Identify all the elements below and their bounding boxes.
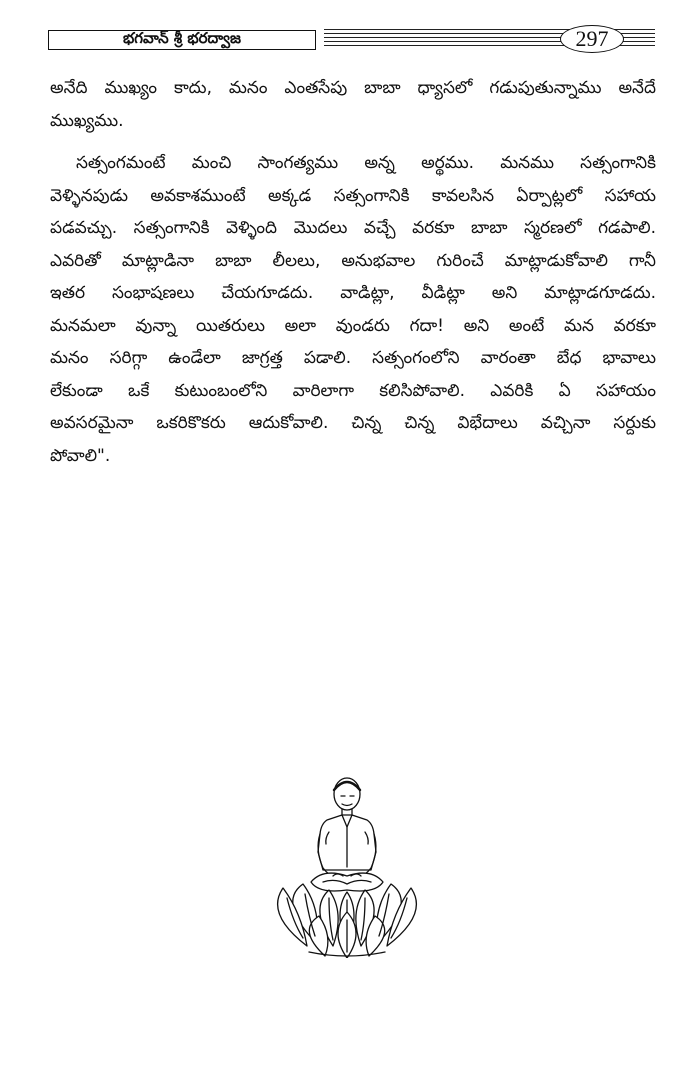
text-line: ముఖ్యము. xyxy=(50,110,124,131)
text-line: వెళ్ళినపుడు అవకాశముంటే అక్కడ సత్సంగానికి కావలసిన ఏర్పాట్లలో సహాయ xyxy=(50,185,656,206)
text-line: పోవాలి". xyxy=(50,445,111,466)
text-line: ఎవరితో మాట్లాడినా బాబా లీలలు, అనుభవాల గురించే మాట్లాడుకోవాలి గానీ xyxy=(50,250,656,271)
text-line: పడవచ్చు. సత్సంగానికి వెళ్ళింది మొదలు వచ్చే వరకూ బాబా స్మరణలో గడపాలి. xyxy=(50,218,656,238)
paragraph-1 xyxy=(50,72,656,137)
running-header xyxy=(48,28,655,54)
text-line: సత్సంగమంటే మంచి సాంగత్యము అన్న అర్థము. మనము సత్సంగానికి xyxy=(76,153,656,173)
text-line: మనం సరిగ్గా ఉండేలా జాగ్రత్త పడాలి. సత్సంగంలోని వారంతా బేధ భావాలు xyxy=(50,348,656,368)
text-line: ఇతర సంభాషణలు చేయగూడదు. వాడిట్లా, వీడిట్లా అని మాట్లాడగూడదు. xyxy=(50,283,656,303)
text-line: అవసరమైనా ఒకరికొకరు ఆదుకోవాలి. చిన్న చిన్న విభేదాలు వచ్చినా సర్దుకు xyxy=(50,413,656,433)
text-line: అనేది ముఖ్యం కాదు, మనం ఎంతసేపు బాబా ధ్యాసలో గడుపుతున్నాము అనేదే xyxy=(50,78,656,98)
page-number: 297 xyxy=(560,25,624,53)
paragraph-2 xyxy=(50,147,656,472)
text-line: లేకుండా ఒకే కుటుంబంలోని వారిలాగా కలిసిపోవాలి. ఎవరికి ఏ సహాయం xyxy=(50,380,656,401)
running-title: భగవాన్ శ్రీ భరద్వాజ xyxy=(48,30,316,50)
meditating-figure-on-lotus-icon xyxy=(263,772,431,958)
page-body xyxy=(50,72,656,472)
text-line: మనమలా వున్నా యితరులు అలా వుండరు గదా! అని అంటే మన వరకూ xyxy=(50,315,656,336)
